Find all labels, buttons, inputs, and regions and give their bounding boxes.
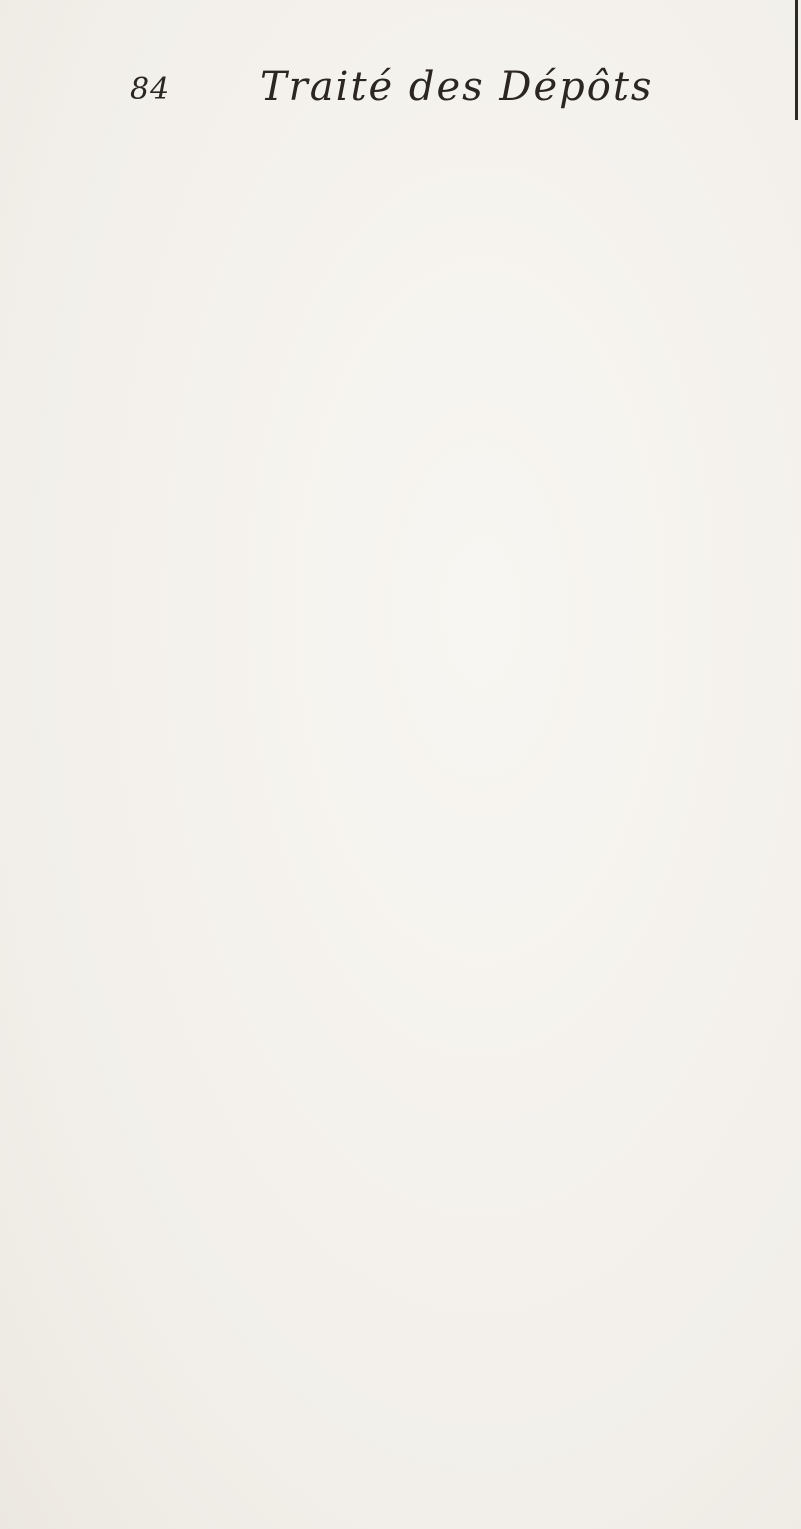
running-title: Traité des Dépôts bbox=[260, 64, 654, 110]
page-number: 84 bbox=[130, 72, 171, 107]
page-edge-line bbox=[795, 0, 798, 120]
page-header bbox=[130, 64, 730, 122]
